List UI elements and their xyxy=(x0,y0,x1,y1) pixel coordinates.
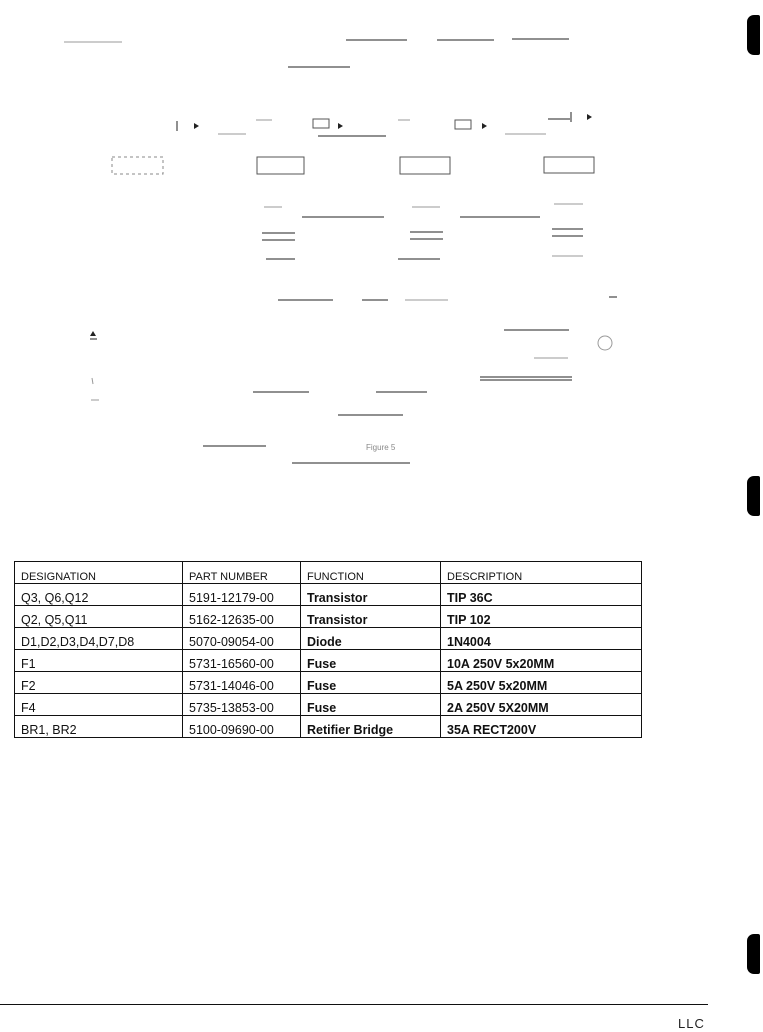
designation-cell: D1,D2,D3,D4,D7,D8 xyxy=(15,628,183,650)
schematic-diagram xyxy=(0,0,763,480)
part-number-cell: 5100-09690-00 xyxy=(183,716,301,738)
binder-mark xyxy=(747,934,760,974)
table-row xyxy=(15,672,642,694)
column-header-description: DESCRIPTION xyxy=(441,562,642,584)
binder-mark xyxy=(747,15,760,55)
description-cell: TIP 36C xyxy=(441,584,642,606)
table-row xyxy=(15,606,642,628)
table-row xyxy=(15,650,642,672)
part-number-cell: 5731-14046-00 xyxy=(183,672,301,694)
schematic-component xyxy=(598,336,612,350)
designation-cell: F2 xyxy=(15,672,183,694)
arrow-icon xyxy=(587,114,592,120)
part-number-cell: 5162-12635-00 xyxy=(183,606,301,628)
part-number-cell: 5735-13853-00 xyxy=(183,694,301,716)
part-number-cell: 5731-16560-00 xyxy=(183,650,301,672)
function-cell: Retifier Bridge xyxy=(301,716,441,738)
arrow-icon xyxy=(482,123,487,129)
schematic-component xyxy=(544,157,594,173)
part-number-cell: 5070-09054-00 xyxy=(183,628,301,650)
description-cell: 5A 250V 5x20MM xyxy=(441,672,642,694)
schematic-component xyxy=(313,119,329,128)
table-header-row xyxy=(15,562,642,584)
schematic-component xyxy=(455,120,471,129)
column-header-designation: DESIGNATION xyxy=(15,562,183,584)
column-header-function: FUNCTION xyxy=(301,562,441,584)
table-row xyxy=(15,584,642,606)
arrow-icon xyxy=(338,123,343,129)
footer-text: LLC xyxy=(678,1016,705,1031)
schematic-component xyxy=(400,157,450,174)
description-cell: 35A RECT200V xyxy=(441,716,642,738)
parts-table-body xyxy=(15,584,642,738)
designation-cell: Q2, Q5,Q11 xyxy=(15,606,183,628)
function-cell: Fuse xyxy=(301,672,441,694)
designation-cell: Q3, Q6,Q12 xyxy=(15,584,183,606)
function-cell: Transistor xyxy=(301,606,441,628)
function-cell: Fuse xyxy=(301,650,441,672)
function-cell: Diode xyxy=(301,628,441,650)
table-row xyxy=(15,716,642,738)
designation-cell: BR1, BR2 xyxy=(15,716,183,738)
arrow-icon xyxy=(90,331,96,336)
binder-mark xyxy=(747,476,760,516)
function-cell: Fuse xyxy=(301,694,441,716)
column-header-part-number: PART NUMBER xyxy=(183,562,301,584)
parts-table xyxy=(14,561,642,738)
description-cell: 2A 250V 5X20MM xyxy=(441,694,642,716)
arrow-icon xyxy=(194,123,199,129)
schematic-line xyxy=(92,378,93,384)
designation-cell: F1 xyxy=(15,650,183,672)
footer-rule xyxy=(0,1004,708,1005)
table-row xyxy=(15,628,642,650)
description-cell: TIP 102 xyxy=(441,606,642,628)
schematic-component xyxy=(112,157,163,174)
description-cell: 1N4004 xyxy=(441,628,642,650)
description-cell: 10A 250V 5x20MM xyxy=(441,650,642,672)
figure-label: Figure 5 xyxy=(366,443,396,452)
table-row xyxy=(15,694,642,716)
function-cell: Transistor xyxy=(301,584,441,606)
designation-cell: F4 xyxy=(15,694,183,716)
part-number-cell: 5191-12179-00 xyxy=(183,584,301,606)
schematic-component xyxy=(257,157,304,174)
